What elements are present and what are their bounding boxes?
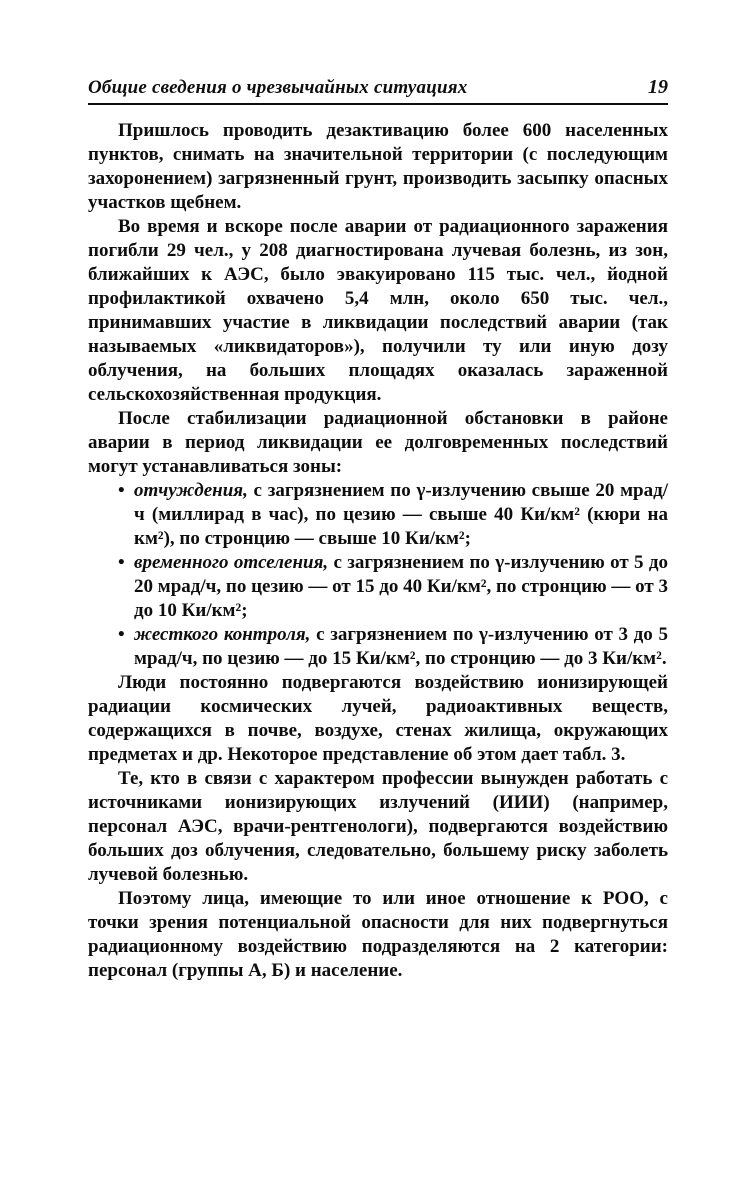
running-title: Общие сведения о чрезвычайных ситуациях bbox=[88, 77, 468, 98]
list-item-zone-exclusion bbox=[118, 479, 668, 551]
zones-list bbox=[88, 479, 668, 671]
zone-name: жесткого контроля, bbox=[134, 624, 311, 645]
page-body bbox=[88, 119, 668, 983]
list-item-zone-temporary-resettlement bbox=[118, 551, 668, 623]
paragraph-zones-intro: После стабилизации радиационной обстановки в районе аварии в период ликвидации ее долговременных последствий могут устанавливаться зоны: bbox=[88, 408, 668, 477]
paragraph-background-radiation: Люди постоянно подвергаются воздействию ионизирующей радиации космических лучей, радиоактивных веществ, содержащихся в почве, воздухе, стенах жилища, окружающих предметах и др. Некоторое представление об этом дает табл. 3. bbox=[88, 672, 668, 765]
page-number: 19 bbox=[648, 76, 668, 98]
bullet-icon: • bbox=[118, 552, 125, 573]
zone-description: с загрязнением по γ-излучению от 5 до 20 мрад/ч, по цезию — от 15 до 40 Ки/км², по стронцию — от 3 до 10 Ки/км²; bbox=[134, 552, 668, 621]
zone-description: с загрязнением по γ-излучению от 3 до 5 мрад/ч, по цезию — до 15 Ки/км², по стронцию — до 3 Ки/км². bbox=[134, 624, 668, 669]
list-item-zone-strict-control bbox=[118, 623, 668, 671]
bullet-icon: • bbox=[118, 480, 125, 501]
zone-name: временного отселения, bbox=[134, 552, 329, 573]
page-header bbox=[88, 76, 668, 105]
paragraph-deactivation: Пришлось проводить дезактивацию более 600 населенных пунктов, снимать на значительной территории (с последующим захоронением) загрязненный грунт, производить засыпку опасных участков щебнем. bbox=[88, 120, 668, 213]
paragraph-occupational-exposure: Те, кто в связи с характером профессии вынужден работать с источниками ионизирующих излучений (ИИИ) (например, персонал АЭС, врачи-рентгенологи), подвергаются воздействию больших доз облучения, следовательно, большему риску заболеть лучевой болезнью. bbox=[88, 768, 668, 885]
zone-name: отчуждения, bbox=[134, 480, 248, 501]
zone-description: с загрязнением по γ-излучению свыше 20 мрад/ч (миллирад в час), по цезию — свыше 40 Ки/км² (кюри на км²), по стронцию — свыше 10 Ки/км²; bbox=[134, 480, 669, 549]
bullet-icon: • bbox=[118, 624, 125, 645]
paragraph-casualties: Во время и вскоре после аварии от радиационного заражения погибли 29 чел., у 208 диагностирована лучевая болезнь, из зон, ближайших к АЭС, было эвакуировано 115 тыс. чел., йодной профилактикой охвачено 5,4 млн, около 650 тыс. чел., принимавших участие в ликвидации последствий аварии (так называемых «ликвидаторов»), получили ту или иную дозу облучения, на больших площадях оказалась зараженной сельскохозяйственная продукция. bbox=[88, 216, 668, 405]
paragraph-personnel-categories: Поэтому лица, имеющие то или иное отношение к РОО, с точки зрения потенциальной опасности для них подвергнуться радиационному воздействию подразделяются на 2 категории: персонал (группы А, Б) и население. bbox=[88, 888, 668, 981]
